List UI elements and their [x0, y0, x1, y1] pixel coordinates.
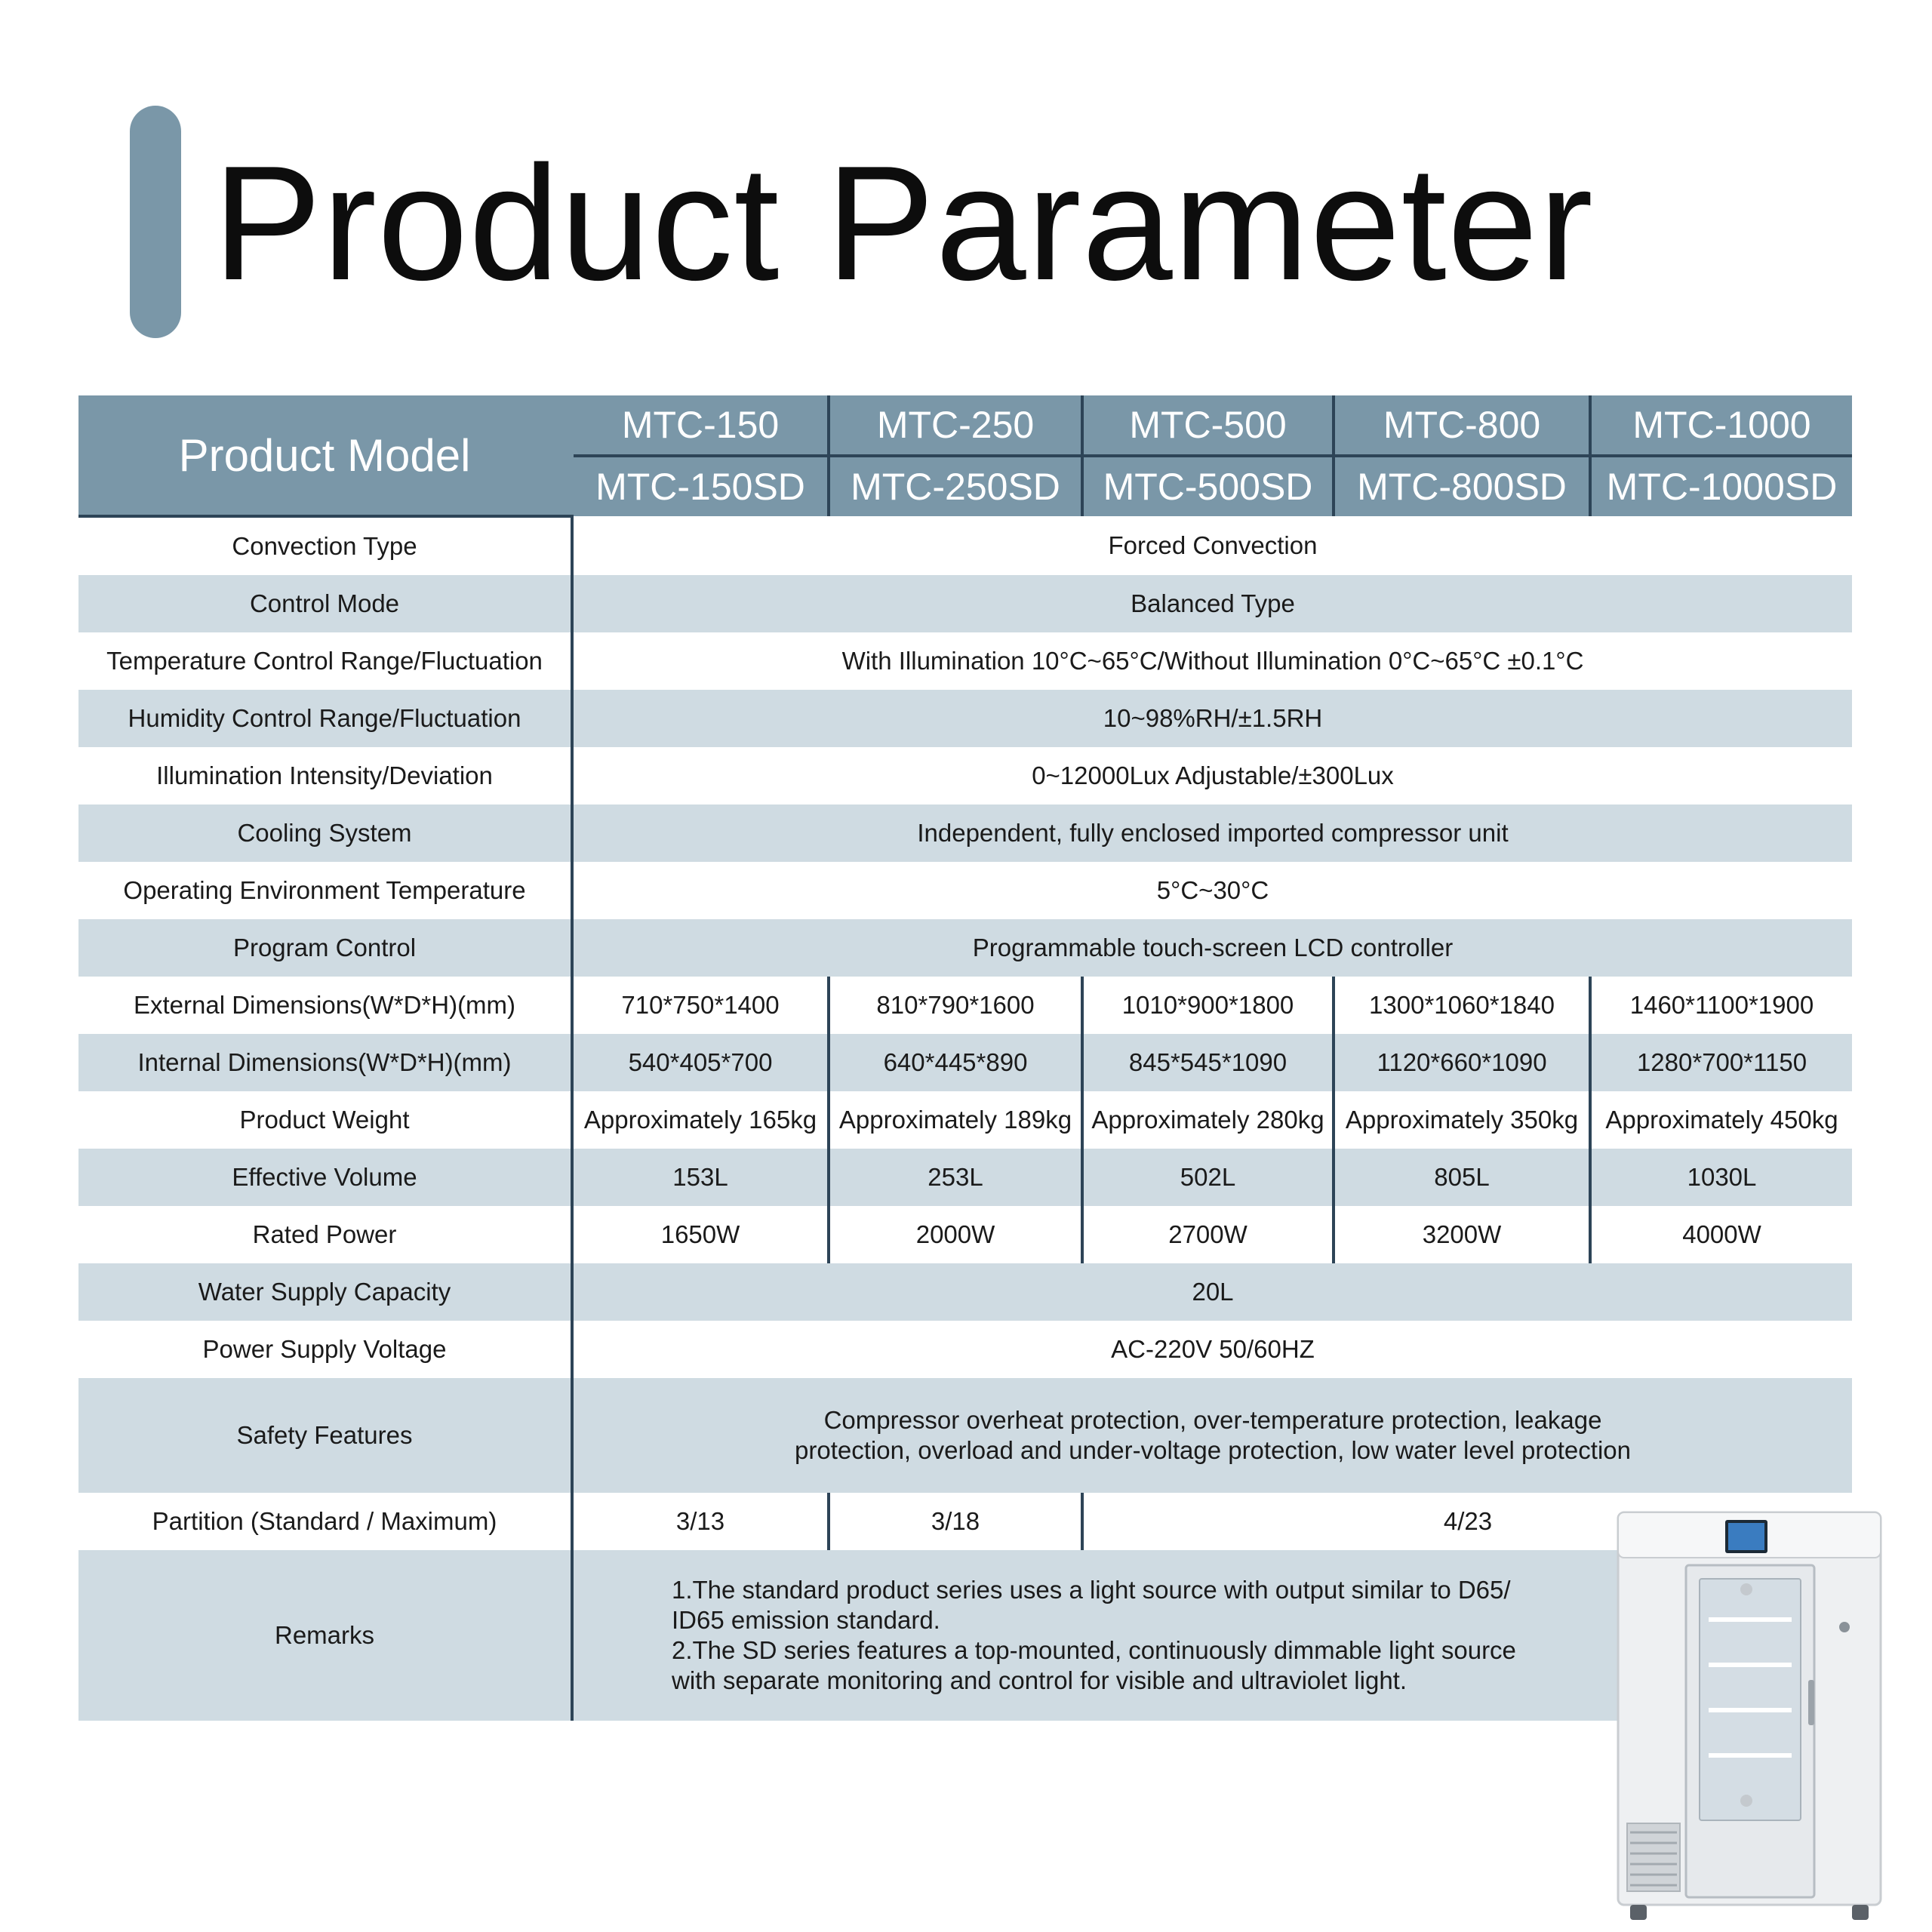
- header-model: MTC-500: [1082, 395, 1334, 456]
- remarks-line: 1.The standard product series uses a light source with output similar to D65/: [672, 1576, 1511, 1604]
- cell-value: 1030L: [1590, 1149, 1852, 1206]
- row-label: Operating Environment Temperature: [78, 862, 572, 919]
- table-row: [78, 632, 1852, 690]
- header-model: MTC-250: [829, 395, 1082, 456]
- row-label: Remarks: [78, 1550, 572, 1721]
- cell-value: 20L: [572, 1263, 1852, 1321]
- cell-value: Approximately 350kg: [1334, 1091, 1590, 1149]
- row-label: Illumination Intensity/Deviation: [78, 747, 572, 804]
- cell-value: 710*750*1400: [621, 991, 780, 1019]
- cell-value: 1120*660*1090: [1334, 1034, 1590, 1091]
- header-product-model: Product Model: [78, 395, 572, 516]
- table-row: [78, 804, 1852, 862]
- table-row: [78, 862, 1852, 919]
- climate-chamber-photo: [1611, 1506, 1887, 1929]
- cell-value: 502L: [1082, 1149, 1334, 1206]
- row-label: Control Mode: [78, 575, 572, 632]
- row-label: Power Supply Voltage: [78, 1321, 572, 1378]
- cell-value: Approximately 165kg: [583, 1106, 817, 1134]
- table-row: [78, 516, 1852, 575]
- table-row: [78, 1149, 1852, 1206]
- cell-value: 0~12000Lux Adjustable/±300Lux: [1032, 761, 1394, 789]
- cell-value: 3200W: [1334, 1206, 1590, 1263]
- table-row: [78, 1550, 1852, 1721]
- cell-value: 1300*1060*1840: [1334, 977, 1590, 1034]
- table-row: [78, 977, 1852, 1034]
- cell-value: 540*405*700: [572, 1034, 829, 1091]
- cell-value: Programmable touch-screen LCD controller: [572, 919, 1852, 977]
- table-row: [78, 1091, 1852, 1149]
- table-row: [78, 1321, 1852, 1378]
- header-row-models: [78, 395, 1852, 456]
- header-model-sd: MTC-250SD: [829, 456, 1082, 516]
- row-label: Partition (Standard / Maximum): [78, 1493, 572, 1550]
- table-row: [78, 1206, 1852, 1263]
- cell-value: 4/23: [1082, 1493, 1852, 1550]
- cell-value: 1460*1100*1900: [1590, 977, 1852, 1034]
- row-label: External Dimensions(W*D*H)(mm): [78, 977, 572, 1034]
- row-label: Effective Volume: [78, 1149, 572, 1206]
- row-label: Internal Dimensions(W*D*H)(mm): [78, 1034, 572, 1091]
- cell-value: 10~98%RH/±1.5RH: [572, 690, 1852, 747]
- safety-line: protection, overload and under-voltage protection, low water level protection: [795, 1436, 1631, 1464]
- cell-value: 153L: [572, 1149, 829, 1206]
- table-row: [78, 1493, 1852, 1550]
- remarks-line: ID65 emission standard.: [672, 1606, 940, 1634]
- table-row: [78, 690, 1852, 747]
- row-label: Water Supply Capacity: [78, 1263, 572, 1321]
- row-label: Product Weight: [78, 1091, 572, 1149]
- header-model-sd: MTC-500SD: [1082, 456, 1334, 516]
- cell-value: 805L: [1334, 1149, 1590, 1206]
- header-model-sd: MTC-800SD: [1334, 456, 1590, 516]
- header-model: MTC-800: [1334, 395, 1590, 456]
- row-label: Cooling System: [78, 804, 572, 862]
- remarks-line: with separate monitoring and control for visible and ultraviolet light.: [672, 1666, 1407, 1694]
- header-model: MTC-150: [572, 395, 829, 456]
- row-label: Convection Type: [78, 516, 572, 575]
- row-label: Rated Power: [78, 1206, 572, 1263]
- row-label: Temperature Control Range/Fluctuation: [78, 632, 572, 690]
- header-model: MTC-1000: [1590, 395, 1852, 456]
- table-row: [78, 747, 1852, 804]
- table-row: [78, 919, 1852, 977]
- row-label: Program Control: [78, 919, 572, 977]
- cell-value: 640*445*890: [829, 1034, 1082, 1091]
- cell-value: Balanced Type: [572, 575, 1852, 632]
- cell-value: Approximately 450kg: [1590, 1091, 1852, 1149]
- cell-value: 1650W: [660, 1220, 740, 1248]
- cell-value: With Illumination 10°C~65°C/Without Illumination 0°C~65°C ±0.1°C: [841, 647, 1584, 675]
- header-model-sd: MTC-1000SD: [1590, 456, 1852, 516]
- cell-value: [572, 1378, 1852, 1493]
- cell-value: 2700W: [1082, 1206, 1334, 1263]
- cell-value: 845*545*1090: [1082, 1034, 1334, 1091]
- table-row: [78, 1378, 1852, 1493]
- cell-value: 2000W: [829, 1206, 1082, 1263]
- cell-value: 5°C~30°C: [1156, 876, 1269, 904]
- cell-value: 1280*700*1150: [1590, 1034, 1852, 1091]
- cell-value: 3/13: [675, 1507, 725, 1535]
- cell-value: Approximately 280kg: [1082, 1091, 1334, 1149]
- cell-value: AC-220V 50/60HZ: [1111, 1335, 1315, 1363]
- cell-value: 4000W: [1590, 1206, 1852, 1263]
- cell-value: 1010*900*1800: [1082, 977, 1334, 1034]
- header-model-sd: MTC-150SD: [572, 456, 829, 516]
- safety-line: Compressor overheat protection, over-temperature protection, leakage: [823, 1406, 1602, 1434]
- cell-value: Approximately 189kg: [829, 1091, 1082, 1149]
- page-title: Product Parameter: [213, 131, 1594, 314]
- row-label: Safety Features: [78, 1378, 572, 1493]
- table-row: [78, 1034, 1852, 1091]
- row-label: Humidity Control Range/Fluctuation: [78, 690, 572, 747]
- cell-value: Independent, fully enclosed imported compressor unit: [572, 804, 1852, 862]
- remarks-line: 2.The SD series features a top-mounted, continuously dimmable light source: [672, 1636, 1516, 1664]
- spec-table: [78, 395, 1852, 1721]
- table-row: [78, 575, 1852, 632]
- title-accent-bar: [130, 106, 181, 338]
- cell-value: 253L: [829, 1149, 1082, 1206]
- table-row: [78, 1263, 1852, 1321]
- cell-value: 3/18: [829, 1493, 1082, 1550]
- cell-value: Forced Convection: [1108, 531, 1318, 559]
- cell-value: 810*790*1600: [829, 977, 1082, 1034]
